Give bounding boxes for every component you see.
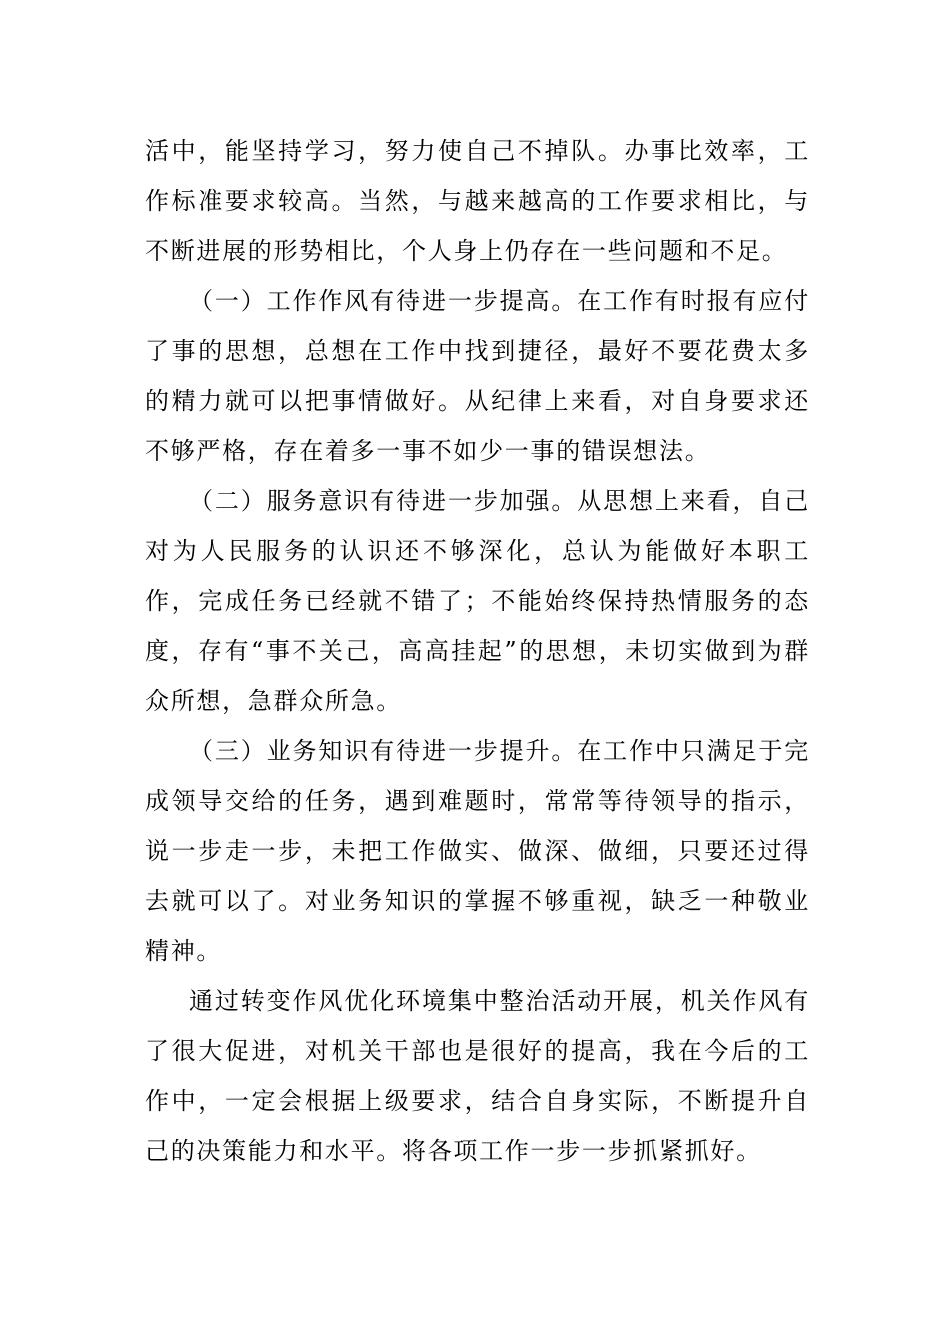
paragraph-continuation: 活中，能坚持学习，努力使自己不掉队。办事比效率，工作标准要求较高。当然，与越来越高的工作要求相比，与不断进展的形势相比，个人身上仍存在一些问题和不足。 — [145, 137, 810, 265]
paragraph-business-knowledge: （三）业务知识有待进一步提升。在工作中只满足于完成领导交给的任务，遇到难题时，常常等待领导的指示，说一步走一步，未把工作做实、做深、做细，只要还过得去就可以了。对业务知识的掌握不够重视，缺乏一种敬业精神。 — [145, 737, 810, 965]
document-body — [145, 126, 810, 1176]
paragraph-service-awareness: （二）服务意识有待进一步加强。从思想上来看，自己对为人民服务的认识还不够深化，总认为能做好本职工作，完成任务已经就不错了；不能始终保持热情服务的态度，存有“事不关己，高高挂起”的思想，未切实做到为群众所想，急群众所急。 — [145, 487, 810, 715]
paragraph-work-style: （一）工作作风有待进一步提高。在工作有时报有应付了事的思想，总想在工作中找到捷径，最好不要花费太多的精力就可以把事情做好。从纪律上来看，对自身要求还不够严格，存在着多一事不如少一事的错误想法。 — [145, 287, 810, 465]
paragraph-conclusion: 通过转变作风优化环境集中整治活动开展，机关作风有了很大促进，对机关干部也是很好的提高，我在今后的工作中，一定会根据上级要求，结合自身实际，不断提升自己的决策能力和水平。将各项工作一步一步抓紧抓好。 — [145, 987, 810, 1165]
